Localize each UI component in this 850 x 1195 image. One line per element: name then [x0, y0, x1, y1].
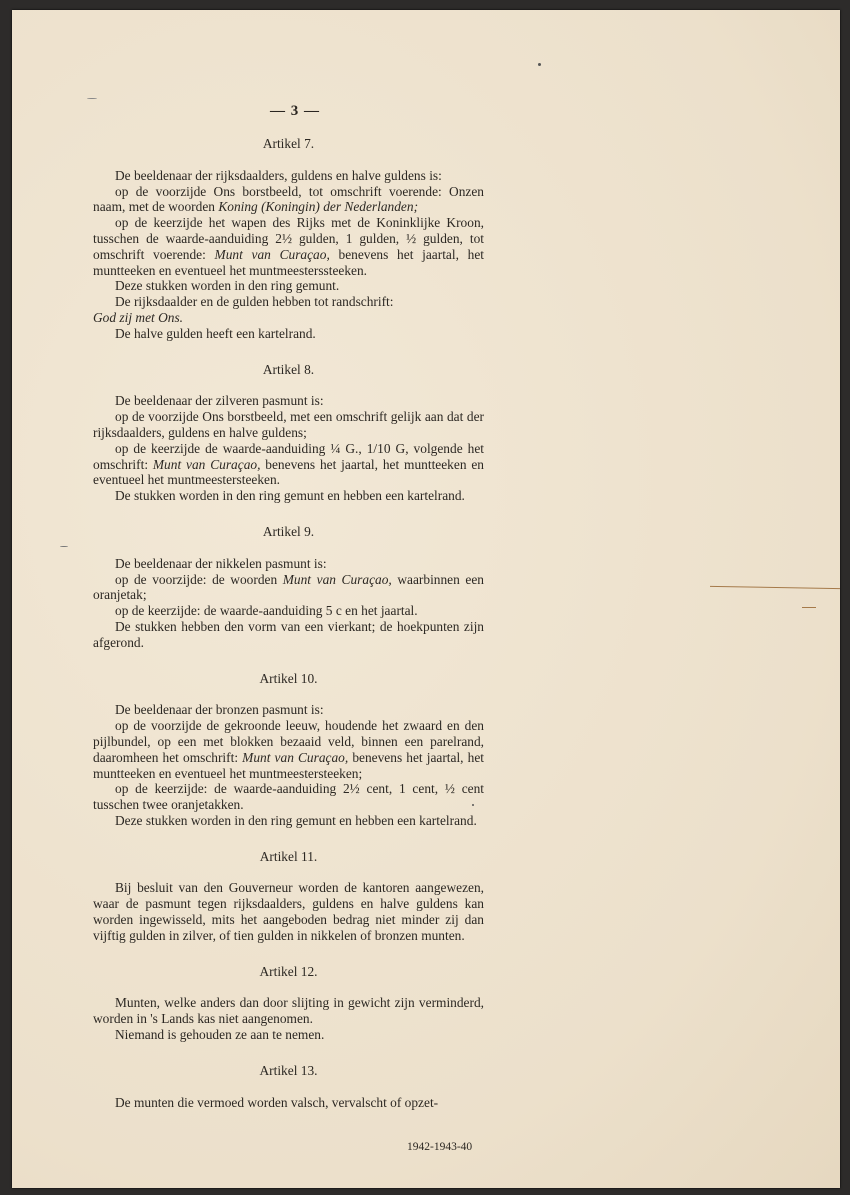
- article-paragraph: [93, 718, 484, 781]
- paragraph-text: Niemand is gehouden ze aan te nemen.: [115, 1027, 325, 1043]
- print-code: 1942-1943-40: [407, 1141, 473, 1153]
- paragraph-text: waarbinnen een oranjetak;: [93, 571, 484, 603]
- paragraph-text: Deze stukken worden in den ring gemunt.: [115, 278, 340, 294]
- paragraph-text: De halve gulden heeft een kartelrand.: [115, 325, 316, 341]
- article-section: [93, 362, 484, 518]
- paper-speck: [538, 63, 541, 66]
- paragraph-text: op de voorzijde Ons borstbeeld, tot omschrift voerende: Onzen naam, met de woorden: [93, 183, 484, 215]
- article-paragraph: [93, 409, 484, 441]
- article-paragraph: [93, 1095, 484, 1111]
- article-paragraph: [93, 326, 484, 342]
- paragraph-text: Munten, welke anders dan door slijting in gewicht zijn verminderd, worden in 's Lands kas niet aangenomen.: [93, 995, 484, 1027]
- paragraph-text: De stukken worden in den ring gemunt en hebben een kartelrand.: [115, 488, 465, 504]
- paragraph-text: op de voorzijde: de woorden: [115, 571, 283, 587]
- paragraph-text: De beeldenaar der rijksdaalders, guldens en halve guldens is:: [115, 167, 442, 183]
- article-title: Artikel 11.: [259, 848, 318, 864]
- paragraph-text: De beeldenaar der zilveren pasmunt is:: [115, 393, 324, 409]
- document-page: [12, 10, 840, 1188]
- article-title: Artikel 7.: [262, 136, 315, 151]
- article-title: Artikel 10.: [259, 670, 318, 686]
- article-section: [93, 671, 484, 843]
- article-paragraph: [93, 278, 484, 294]
- article-section: [93, 1063, 484, 1125]
- paragraph-text: op de keerzijde de waarde-aanduiding ¼ G., 1/10 G, volgende het omschrift:: [93, 440, 484, 472]
- italic-phrase: God zij met Ons.: [93, 309, 184, 325]
- paragraph-text: op de keerzijde: de waarde-aanduiding 2½ cent, 1 cent, ½ cent tusschen twee oranjetakken.: [93, 781, 484, 813]
- italic-phrase: Munt van Curaçao,: [152, 456, 261, 472]
- italic-phrase: Munt van Curaçao,: [282, 571, 392, 587]
- article-paragraph: [93, 184, 484, 216]
- article-paragraph: [93, 488, 484, 504]
- article-paragraph: [93, 294, 484, 310]
- article-section: [93, 524, 484, 665]
- article-paragraph: [93, 781, 484, 813]
- paragraph-text: De rijksdaalder en de gulden hebben tot randschrift:: [115, 294, 394, 310]
- paragraph-text: benevens het jaartal, het muntteeken en eventueel het muntmeesterssteeken.: [93, 246, 484, 278]
- paragraph-text: De munten die vermoed worden valsch, vervalscht of opzet-: [115, 1094, 439, 1110]
- paragraph-text: op de voorzijde de gekroonde leeuw, houdende het zwaard en den pijlbundel, op een met blokken bezaaid veld, binnen een parelrand, daaromheen het omschrift:: [93, 718, 484, 765]
- paragraph-text: op de keerzijde het wapen des Rijks met de Koninklijke Kroon, tusschen de waarde-aanduiding 2½ gulden, 1 gulden, ½ gulden, tot omschrift voerende:: [93, 215, 484, 262]
- article-section: [93, 849, 484, 958]
- article-paragraph: [93, 880, 484, 943]
- article-paragraph: [93, 702, 484, 718]
- paragraph-text: Bij besluit van den Gouverneur worden de kantoren aangewezen, waar de pasmunt tegen rijksdaalders, guldens en halve guldens kan worden ingewisseld, mits het aangeboden bedrag niet minder zij dan vijftig gulden in zilver, of tien gulden in nikkelen of bronzen munten.: [93, 880, 484, 943]
- article-paragraph: [93, 603, 484, 619]
- article-title: Artikel 9.: [262, 523, 315, 539]
- article-paragraph: [93, 995, 484, 1027]
- paragraph-text: De beeldenaar der nikkelen pasmunt is:: [115, 555, 327, 571]
- paper-speck: [60, 546, 68, 547]
- article-section: [93, 136, 484, 356]
- article-title: Artikel 13.: [259, 1062, 318, 1078]
- paper-speck: [87, 98, 97, 99]
- article-paragraph: [93, 1027, 484, 1043]
- article-section: [93, 964, 484, 1057]
- paragraph-text: op de voorzijde Ons borstbeeld, met een omschrift gelijk aan dat der rijksdaalders, guldens en halve guldens;: [93, 409, 484, 440]
- article-title: Artikel 12.: [259, 963, 318, 979]
- paper-streak: [802, 607, 816, 608]
- article-title: Artikel 8.: [262, 361, 315, 377]
- article-paragraph: [93, 310, 484, 326]
- document-body: [93, 130, 484, 1124]
- italic-phrase: Koning (Koningin) der Nederlanden;: [218, 199, 419, 215]
- paper-streak: [710, 586, 840, 589]
- paper-speck: [472, 804, 474, 806]
- paragraph-text: De beeldenaar der bronzen pasmunt is:: [115, 702, 324, 718]
- article-paragraph: [93, 556, 484, 572]
- italic-phrase: Munt van Curaçao,: [242, 749, 349, 765]
- article-paragraph: [93, 441, 484, 488]
- paragraph-text: Deze stukken worden in den ring gemunt en hebben een kartelrand.: [115, 812, 477, 828]
- paragraph-text: De stukken hebben den vorm van een vierkant; de hoekpunten zijn afgerond.: [93, 618, 484, 650]
- article-paragraph: [93, 215, 484, 278]
- paragraph-text: benevens het jaartal, het muntteeken en eventueel het muntmeestersteeken;: [93, 749, 485, 781]
- paragraph-text: benevens het jaartal, het muntteeken en eventueel het muntmeestersteeken.: [93, 456, 485, 488]
- article-paragraph: [93, 813, 484, 829]
- article-paragraph: [93, 619, 484, 651]
- page-number: — 3 —: [270, 103, 320, 119]
- article-paragraph: [93, 168, 484, 184]
- article-paragraph: [93, 572, 484, 604]
- article-paragraph: [93, 393, 484, 409]
- paragraph-text: op de keerzijde: de waarde-aanduiding 5 c en het jaartal.: [115, 603, 418, 619]
- italic-phrase: Munt van Curaçao,: [214, 246, 330, 262]
